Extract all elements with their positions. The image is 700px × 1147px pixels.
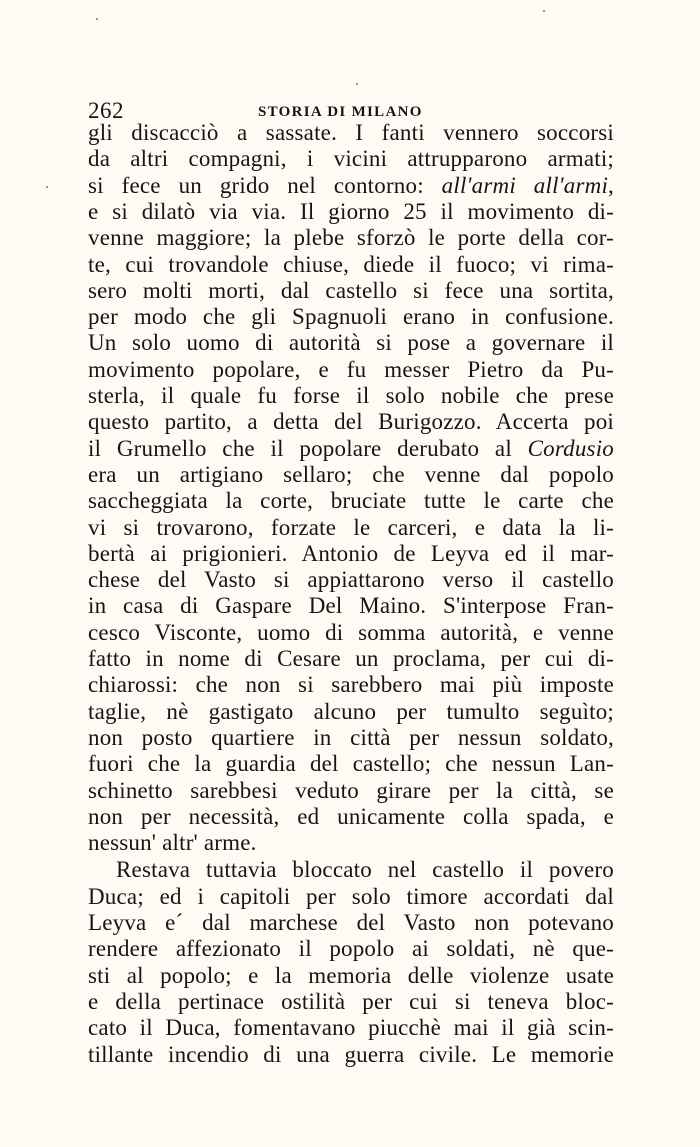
text-line: non per necessità, ed unicamente colla spada, e [88,803,614,829]
text-line: e della pertinace ostilità per cui si teneva bloc- [88,988,614,1014]
text-line: era un artigiano sellaro; che venne dal popolo [88,461,614,487]
text-line: non posto quartiere in città per nessun soldato, [88,724,614,750]
italic-place-name: Cordusio [527,435,614,461]
text-line: fatto in nome di Cesare un proclama, per cui di- [88,646,614,671]
text-line: Leyva e´ dal marchese del Vasto non potevano [88,910,614,935]
paper-speck [46,186,48,188]
text-line: sterla, il quale fu forse il solo nobile che prese [88,383,614,408]
text-line: Restava tuttavia bloccato nel castello il povero [116,857,614,883]
italic-exclamation: all'armi all'armi [441,172,609,198]
text-line: schinetto sarebbesi veduto girare per la città, se [88,777,614,803]
text-line: chiarossi: che non si sarebbero mai più imposte [88,672,614,698]
paper-speck [96,18,98,20]
text-line: sti al popolo; e la memoria delle violenze usate [88,962,614,988]
text-line: Duca; ed i capitoli per solo timore accordati dal [88,883,614,909]
paper-speck [356,83,358,85]
text-line: saccheggiata la corte, bruciate tutte le carte che [88,488,614,514]
text-line: cesco Visconte, uomo di somma autorità, e venne [88,619,614,645]
text-line [88,436,614,462]
text-line: movimento popolare, e fu messer Pietro da Pu- [88,356,614,382]
text-line: fuori che la guardia del castello; che nessun Lan- [88,751,614,777]
text-line: per modo che gli Spagnuoli erano in confusione. [88,304,614,330]
text-segment: si fece un grido nel contorno: [88,172,442,198]
text-line: venne maggiore; la plebe sforzò le porte della cor- [88,225,614,251]
text-line: sero molti morti, dal castello si fece una sortita, [88,277,614,303]
text-line: in casa di Gaspare Del Maino. S'interpose Fran- [88,593,614,619]
text-line: taglie, nè gastigato alcuno per tumulto seguìto; [88,698,614,724]
text-segment: , [608,172,614,198]
text-line: nessun' altr' arme. [88,830,257,856]
text-line: gli discacciò a sassate. I fanti vennero soccorsi [88,120,614,145]
text-line: bertà ai prigionieri. Antonio de Leyva ed il mar- [88,540,614,566]
text-line: rendere affezionato il popolo ai soldati, nè que- [88,936,614,962]
text-line: questo partito, a detta del Burigozzo. Accerta poi [88,409,614,435]
paper-speck [543,10,545,12]
text-line: tillante incendio di una guerra civile. Le memorie [88,1041,614,1067]
text-line: cato il Duca, fomentavano piucchè mai il già scin- [88,1015,614,1041]
page-number: 262 [88,98,124,123]
text-segment: il Grumello che il popolare derubato al [88,435,528,461]
text-line: vi si trovarono, forzate le carceri, e data la li- [88,514,614,540]
text-line: da altri compagni, i vicini attrupparono armati; [88,146,614,172]
text-line: e si dilatò via via. Il giorno 25 il movimento di- [88,198,614,224]
text-line: Un solo uomo di autorità si pose a governare il [88,330,614,356]
text-line: te, cui trovandole chiuse, diede il fuoco; vi rima- [88,251,614,277]
text-line [88,173,614,199]
text-line: chese del Vasto si appiattarono verso il castello [88,567,614,593]
running-title: STORIA DI MILANO [258,104,423,120]
